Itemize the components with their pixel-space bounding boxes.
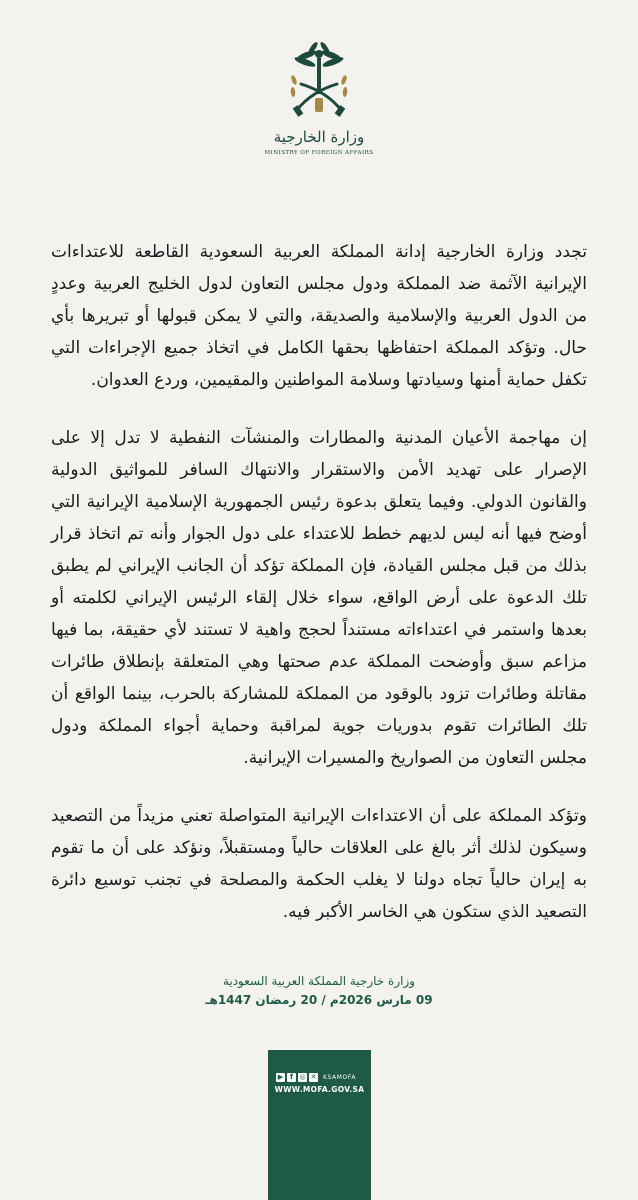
social-handle[interactable]: KSAMOFA [323,1073,357,1081]
footer-band [268,1050,371,1200]
ministry-name-english: MINISTRY OF FOREIGN AFFAIRS [264,150,374,156]
website-link[interactable]: WWW.MOFA.GOV.SA [274,1085,365,1094]
ministry-name-arabic: وزارة الخارجية [273,128,365,146]
statement-paragraph-1: تجدد وزارة الخارجية إدانة المملكة العربية السعودية القاطعة للاعتداءات الإيرانية الآثمة ضد المملكة ودول مجلس التعاون لدول الخليج العربية وعددٍ من الدول العربية والإسلامية والصديقة، والتي لا يمكن قبولها أو تبريرها بأي حال. وتؤكد المملكة احتفاظها بحقها الكامل في اتخاذ جميع الإجراءات التي تكفل حماية أمنها وسيادتها وسلامة المواطنين والمقيمين، وردع العدوان. [51,242,587,390]
signature-date: 09 مارس 2026م / 20 رمضان 1447هـ [205,993,433,1007]
facebook-icon[interactable]: f [287,1073,296,1082]
statement-paragraph-3: وتؤكد المملكة على أن الاعتداءات الإيرانية المتواصلة تعني مزيداً من التصعيد وسيكون لذلك أثر بالغ على العلاقات حالياً ومستقبلاً، ونؤكد على أن ما تقوم به إيران حالياً تجاه دولنا لا يغلب الحكمة والمصلحة في تجنب توسيع دائرة التصعيد الذي ستكون هي الخاسر الأكبر فيه. [51,806,587,922]
instagram-icon[interactable]: ◎ [299,1072,306,1081]
signature-block [0,972,638,1010]
x-icon[interactable]: ✕ [310,1072,317,1081]
statement-paragraph-2: إن مهاجمة الأعيان المدنية والمطارات والمنشآت النفطية لا تدل إلا على الإصرار على تهديد الأمن والاستقرار والانتهاك السافر للمواثيق الدولية والقانون الدولي. وفيما يتعلق بدعوة رئيس الجمهورية الإسلامية الإيرانية التي أوضح فيها أنه ليس لديهم خطط للاعتداء على دول الجوار وأنه تم اتخاذ قرار بذلك من قبل مجلس القيادة، فإن المملكة تؤكد أن الجانب الإيراني لم يطبق تلك الدعوة على أرض الواقع، سواء خلال إلقاء الرئيس الإيراني لكلمته أو بعدها واستمر في اعتداءاته مستنداً لحجج واهية لا تستند لأي حقيقة، بما فيها مزاعم سبق وأوضحت المملكة عدم صحتها وهي المتعلقة بإنطلاق طائرات مقاتلة وطائرات تزود بالوقود من المملكة للمشاركة بالحرب، بينما الواقع أن تلك الطائرات تقوم بدوريات جوية لمراقبة وحماية أجواء المملكة ودول مجلس التعاون من الصواريخ والمسيرات الإيرانية. [51,428,587,768]
statement-body [0,236,638,954]
palm-and-crossed-swords-icon [289,40,349,126]
youtube-icon[interactable]: ▶ [277,1072,284,1081]
signature-name: وزارة خارجية المملكة العربية السعودية [222,974,416,988]
social-links [276,1071,364,1083]
